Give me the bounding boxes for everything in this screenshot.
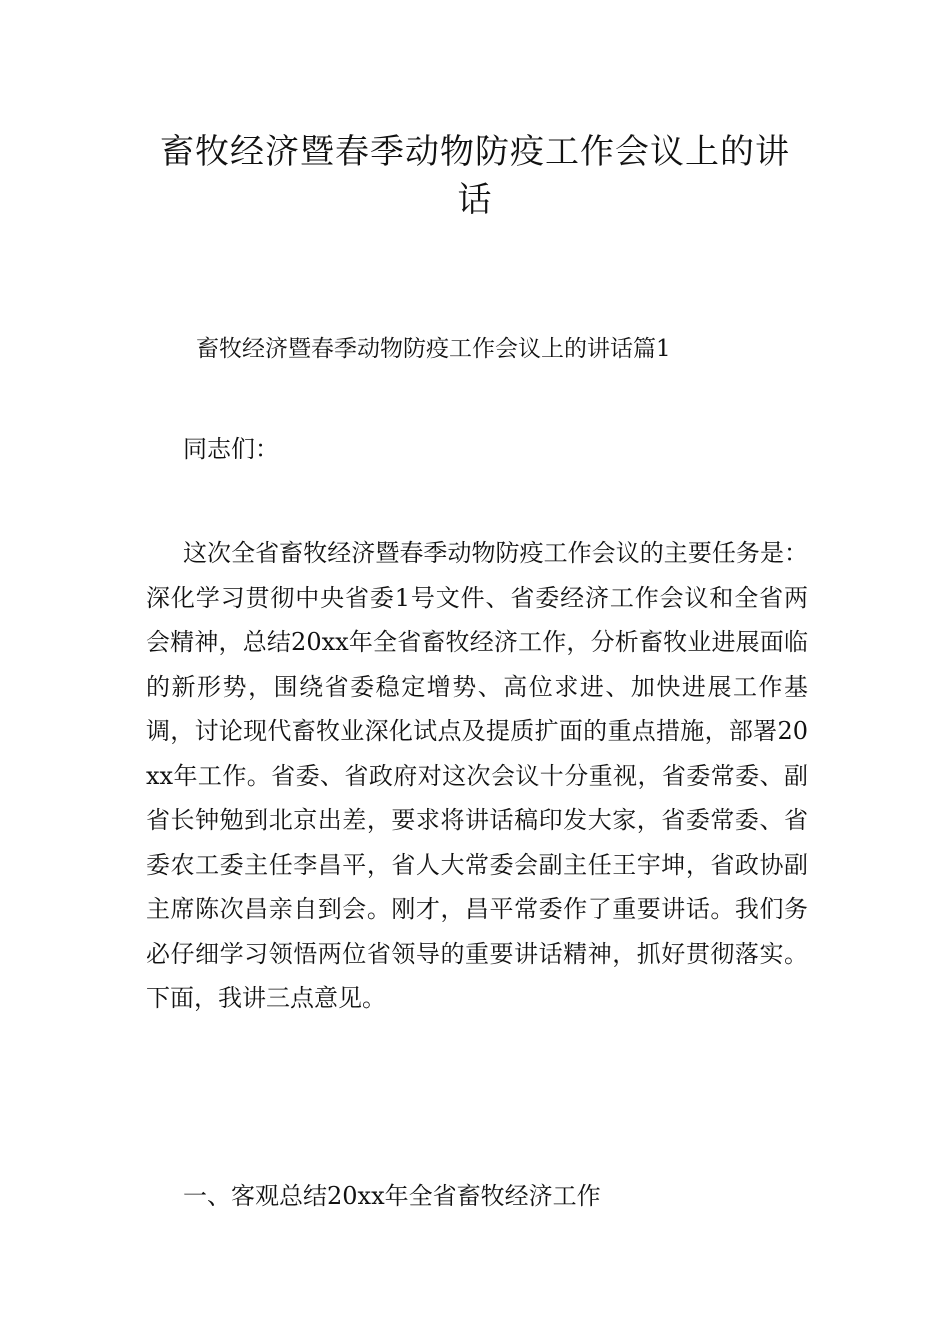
body-paragraph: 这次全省畜牧经济暨春季动物防疫工作会议的主要任务是：深化学习贯彻中央省委1号文件、省委经济工作会议和全省两会精神，总结20xx年全省畜牧经济工作，分析畜牧业进展面临的新形势，围绕省委稳定增势、高位求进、加快进展工作基调，讨论现代畜牧业深化试点及提质扩面的重点措施，部署20xx年工作。省委、省政府对这次会议十分重视，省委常委、副省长钟勉到北京出差，要求将讲话稿印发大家，省委常委、省委农工委主任李昌平，省人大常委会副主任王宇坤，省政协副主席陈次昌亲自到会。刚才，昌平常委作了重要讲话。我们务必仔细学习领悟两位省领导的重要讲话精神，抓好贯彻落实。下面，我讲三点意见。 <box>146 539 808 1012</box>
section-heading: 一、客观总结20xx年全省畜牧经济工作 <box>183 1182 601 1210</box>
greeting: 同志们： <box>183 435 279 463</box>
document-subtitle: 畜牧经济暨春季动物防疫工作会议上的讲话篇1 <box>196 336 671 362</box>
document-title: 畜牧经济暨春季动物防疫工作会议上的讲话 <box>160 132 790 220</box>
